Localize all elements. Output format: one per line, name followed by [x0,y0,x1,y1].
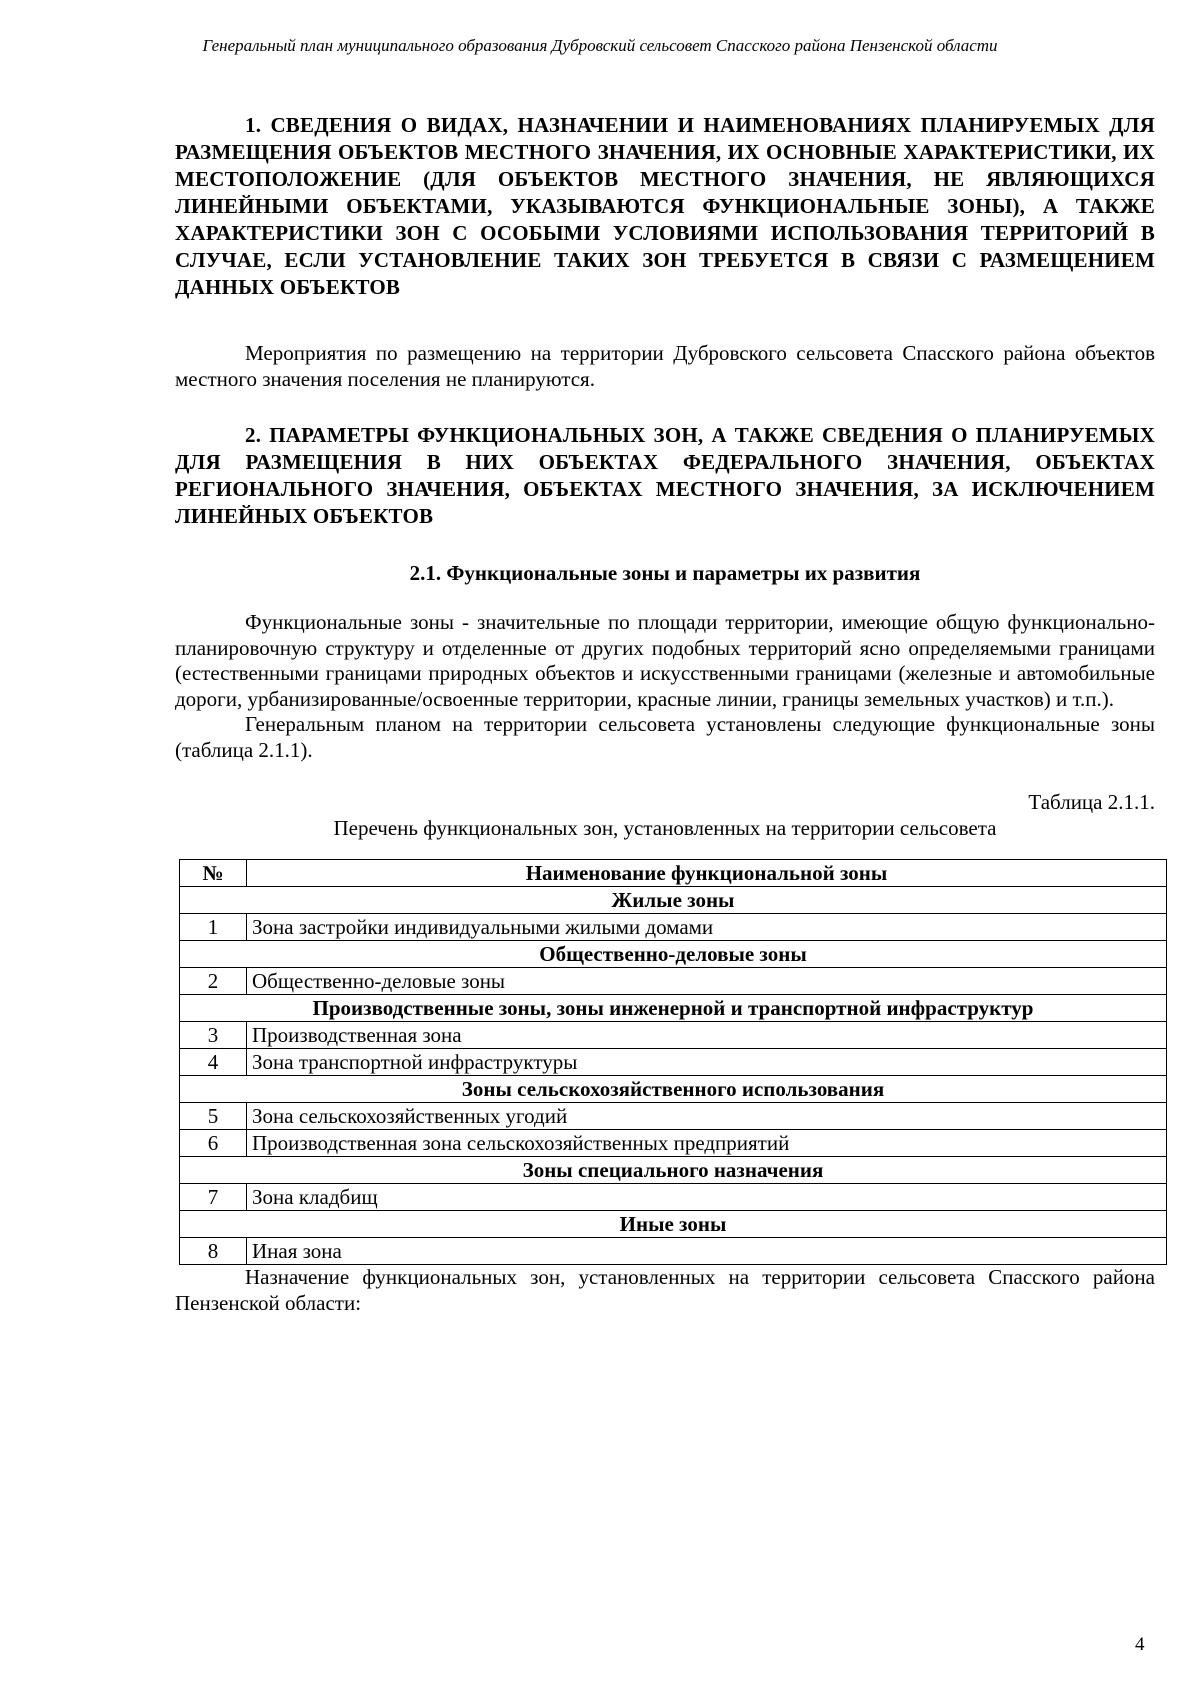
table-row [180,968,1167,995]
zone-group-title: Производственные зоны, зоны инженерной и транспортной инфраструктур [180,995,1167,1022]
zone-number: 5 [180,1103,247,1130]
zone-number: 3 [180,1022,247,1049]
table-group-row [180,1076,1167,1103]
zone-name: Зона кладбищ [247,1184,1167,1211]
table-title: Перечень функциональных зон, установленных на территории сельсовета [333,816,997,840]
table-group-row [180,887,1167,914]
zones-definition-paragraph: Функциональные зоны - значительные по площади территории, имеющие общую функционально-планировочную структуру и отделенные от других подобных территорий ясно определяемыми границами (естественными границами природных объектов и искусственными границами (железные и автомобильные дороги, урбанизированные/освоенные территории, красные линии, границы земельных участков) и т.п.). [175,610,1155,711]
zone-number: 6 [180,1130,247,1157]
zone-group-title: Зоны сельскохозяйственного использования [180,1076,1167,1103]
table-row [180,1103,1167,1130]
zone-group-title: Жилые зоны [180,887,1167,914]
zone-name: Производственная зона [247,1022,1167,1049]
table-row [180,1238,1167,1265]
zone-number: 7 [180,1184,247,1211]
table-header-row [180,860,1167,887]
zone-name: Зона сельскохозяйственных угодий [247,1103,1167,1130]
table-row [180,1022,1167,1049]
zone-number: 2 [180,968,247,995]
section-1-paragraph: Мероприятия по размещению на территории Дубровского сельсовета Спасского района объектов местного значения поселения не планируются. [175,341,1155,391]
table-group-row [180,995,1167,1022]
table-group-row [180,1211,1167,1238]
zones-table-body [180,887,1167,1265]
zone-number: 8 [180,1238,247,1265]
table-row [180,914,1167,941]
table-row [180,1130,1167,1157]
zone-group-title: Иные зоны [180,1211,1167,1238]
zones-table [179,859,1167,1265]
header-num: № [180,860,247,887]
page-number: 4 [1135,1634,1145,1655]
zones-intro-paragraph: Генеральным планом на территории сельсовета установлены следующие функциональные зоны (таблица 2.1.1). [175,712,1155,762]
running-header: Генеральный план муниципального образования Дубровский сельсовет Спасского района Пензенской области [202,36,998,55]
table-label: Таблица 2.1.1. [1028,790,1155,814]
zone-name: Зона застройки индивидуальными жилыми домами [247,914,1167,941]
table-row [180,1184,1167,1211]
table-row [180,1049,1167,1076]
zone-name: Производственная зона сельскохозяйственных предприятий [247,1130,1167,1157]
zone-name: Иная зона [247,1238,1167,1265]
zones-purpose-paragraph: Назначение функциональных зон, установленных на территории сельсовета Спасского района Пензенской области: [175,1265,1155,1315]
table-group-row [180,1157,1167,1184]
zone-number: 4 [180,1049,247,1076]
subsection-2-1-heading: 2.1. Функциональные зоны и параметры их развития [409,561,921,585]
section-1-heading: 1. СВЕДЕНИЯ О ВИДАХ, НАЗНАЧЕНИИ И НАИМЕНОВАНИЯХ ПЛАНИРУЕМЫХ ДЛЯ РАЗМЕЩЕНИЯ ОБЪЕКТОВ МЕСТНОГО ЗНАЧЕНИЯ, ИХ ОСНОВНЫЕ ХАРАКТЕРИСТИКИ, ИХ МЕСТОПОЛОЖЕНИЕ (ДЛЯ ОБЪЕКТОВ МЕСТНОГО ЗНАЧЕНИЯ, НЕ ЯВЛЯЮЩИХСЯ ЛИНЕЙНЫМИ ОБЪЕКТАМИ, УКАЗЫВАЮТСЯ ФУНКЦИОНАЛЬНЫЕ ЗОНЫ), А ТАКЖЕ ХАРАКТЕРИСТИКИ ЗОН С ОСОБЫМИ УСЛОВИЯМИ ИСПОЛЬЗОВАНИЯ ТЕРРИТОРИЙ В СЛУЧАЕ, ЕСЛИ УСТАНОВЛЕНИЕ ТАКИХ ЗОН ТРЕБУЕТСЯ В СВЯЗИ С РАЗМЕЩЕНИЕМ ДАННЫХ ОБЪЕКТОВ [175,113,1155,299]
section-2-heading: 2. ПАРАМЕТРЫ ФУНКЦИОНАЛЬНЫХ ЗОН, А ТАКЖЕ СВЕДЕНИЯ О ПЛАНИРУЕМЫХ ДЛЯ РАЗМЕЩЕНИЯ В НИХ ОБЪЕКТАХ ФЕДЕРАЛЬНОГО ЗНАЧЕНИЯ, ОБЪЕКТАХ РЕГИОНАЛЬНОГО ЗНАЧЕНИЯ, ОБЪЕКТАХ МЕСТНОГО ЗНАЧЕНИЯ, ЗА ИСКЛЮЧЕНИЕМ ЛИНЕЙНЫХ ОБЪЕКТОВ [175,423,1155,528]
zone-group-title: Общественно-деловые зоны [180,941,1167,968]
zone-number: 1 [180,914,247,941]
page-content [175,112,1155,1316]
table-group-row [180,941,1167,968]
zone-name: Общественно-деловые зоны [247,968,1167,995]
header-name: Наименование функциональной зоны [247,860,1167,887]
zone-name: Зона транспортной инфраструктуры [247,1049,1167,1076]
zone-group-title: Зоны специального назначения [180,1157,1167,1184]
